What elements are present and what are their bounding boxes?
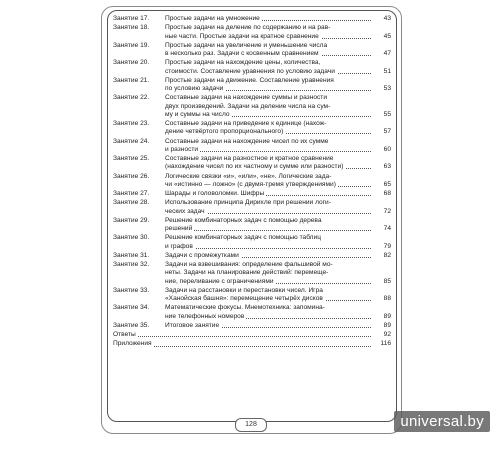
toc-lesson-label: Занятие 20. (113, 59, 150, 67)
toc-page-number: 79 (383, 242, 391, 250)
toc-title-line: стоимости. Составление уравнения по условию задачи (165, 67, 335, 75)
toc-lesson-label: Занятие 30. (113, 234, 150, 242)
dot-leader (165, 248, 371, 249)
toc-entry (113, 24, 393, 40)
toc-page-number: 85 (383, 277, 391, 285)
toc-title-line: Использование принципа Дирихле при решении логи- (165, 199, 331, 207)
toc-entry (113, 15, 393, 23)
toc-title-line: неты. Задачи на планирование действий: перемеще- (165, 269, 329, 277)
toc-lesson-label: Занятие 25. (113, 155, 150, 162)
toc-title-line: ческих задач (165, 207, 205, 215)
toc-title-line: Задачи с промежутками (165, 251, 239, 259)
toc-entry (113, 331, 393, 339)
toc-title-line: Ответы (113, 331, 136, 339)
toc-title-line: Логические связки «и», «или», «не». Логические зада- (165, 172, 332, 180)
toc-entry (113, 59, 393, 75)
toc-page-number: 55 (383, 110, 391, 118)
toc-title-line: ние телефонных номеров (165, 312, 245, 320)
toc-title-line: Решение комбинаторных задач с помощью таблиц (165, 234, 321, 242)
toc-title-line: двух произведений. Задачи на деление числа на сум- (165, 102, 331, 110)
toc-entry (113, 287, 393, 303)
dot-leader (165, 230, 371, 231)
toc-page-number: 82 (383, 251, 391, 259)
toc-title-line: Задачи на взвешивания: определение фальшивой мо- (165, 261, 333, 269)
toc-title-line: решений (165, 225, 193, 232)
toc-lesson-label: Занятие 34. (113, 304, 150, 312)
toc-entry (113, 217, 393, 233)
toc-page-number: 47 (383, 50, 391, 57)
toc-lesson-label: Занятие 33. (113, 286, 150, 294)
toc-lesson-label: Занятие 19. (113, 41, 150, 49)
toc-title-line: Составные задачи на приведение к единице (нахож- (165, 120, 327, 127)
toc-title-line: Приложения (113, 340, 152, 348)
toc-title-line: ние, переливание с ограничениями (165, 277, 274, 285)
toc-entry (113, 173, 393, 189)
toc-page-number: 63 (383, 163, 391, 171)
toc-lesson-label: Занятие 35. (113, 321, 150, 329)
toc-entry (113, 120, 393, 136)
toc-title-line: Составные задачи на нахождение суммы и разности (165, 94, 328, 102)
toc-entry (113, 252, 393, 260)
toc-page-number: 89 (383, 321, 391, 329)
toc-entry (113, 304, 393, 320)
toc-entry (113, 322, 393, 330)
toc-entry (113, 199, 393, 215)
toc-title-line: по условию задачи (165, 85, 224, 92)
toc-title-line: Простые задачи на деление по содержанию и на рав- (165, 24, 331, 32)
toc-entry (113, 94, 393, 119)
toc-entry (113, 234, 393, 250)
toc-title-line: в несколько раз. Задачи с косвенным сравнением (165, 50, 319, 57)
toc-title-line: ные части. Простые задачи на кратное сравнение (165, 32, 319, 40)
toc-title-line: Составные задачи на разностное и кратное сравнение (165, 155, 334, 162)
toc-title-line: Решение комбинаторных задач с помощью дерева (165, 216, 322, 224)
toc-title-line: Шарады и головоломки. Шифры (165, 190, 265, 197)
toc-lesson-label: Занятие 22. (113, 94, 150, 102)
toc-title-line: дение четвёртого пропорционального) (165, 128, 284, 136)
page-number: 128 (235, 418, 267, 432)
toc-entry (113, 138, 393, 154)
toc-lesson-label: Занятие 17. (113, 15, 150, 22)
toc-entry (113, 261, 393, 286)
toc-page-number: 65 (383, 180, 391, 188)
toc-title-line: и графов (165, 242, 193, 250)
toc-entry (113, 340, 393, 348)
toc-lesson-label: Занятие 31. (113, 251, 150, 259)
toc-page-number: 88 (383, 295, 391, 302)
table-of-contents (113, 15, 393, 350)
toc-title-line: Простые задачи на умножение (165, 15, 260, 22)
toc-entry (113, 42, 393, 58)
dot-leader (113, 336, 371, 337)
toc-title-line: му и суммы на число (165, 110, 230, 118)
toc-lesson-label: Занятие 21. (113, 76, 150, 84)
toc-title-line: Составные задачи на нахождение чисел по их сумме (165, 137, 329, 145)
toc-title-line: «Ханойская башня»: перемещение четырёх дисков (165, 295, 323, 302)
toc-page-number: 68 (383, 190, 391, 197)
toc-lesson-label: Занятие 32. (113, 261, 150, 269)
toc-entry (113, 77, 393, 93)
toc-page-number: 92 (383, 331, 391, 339)
toc-entry (113, 155, 393, 171)
toc-lesson-label: Занятие 18. (113, 24, 150, 32)
toc-title-line: чи «истинно — ложно» (с двумя-тремя утверждениями) (165, 180, 336, 188)
toc-page-number: 74 (383, 225, 391, 232)
toc-title-line: и разности (165, 145, 199, 153)
toc-page-number: 89 (383, 312, 391, 320)
toc-page-number: 72 (383, 207, 391, 215)
toc-page-number: 53 (383, 85, 391, 92)
toc-page-number: 43 (383, 15, 391, 22)
toc-title-line: Простые задачи на нахождение цены, количества, (165, 59, 321, 67)
toc-lesson-label: Занятие 27. (113, 190, 150, 197)
toc-page-number: 51 (383, 67, 391, 75)
toc-page-number: 116 (380, 340, 391, 348)
toc-page-number: 45 (383, 32, 391, 40)
toc-lesson-label: Занятие 29. (113, 216, 150, 224)
toc-title-line: (нахождение чисел по их частному и сумме или разности) (165, 163, 344, 171)
toc-page-number: 57 (383, 128, 391, 136)
toc-title-line: Итоговое занятие (165, 321, 220, 329)
toc-lesson-label: Занятие 23. (113, 120, 150, 127)
toc-entry (113, 190, 393, 198)
toc-lesson-label: Занятие 28. (113, 199, 150, 207)
toc-page-number: 60 (383, 145, 391, 153)
toc-lesson-label: Занятие 26. (113, 172, 150, 180)
toc-title-line: Задачи на расстановки и перестановки чисел. Игра (165, 286, 323, 294)
toc-lesson-label: Занятие 24. (113, 137, 150, 145)
toc-title-line: Простые задачи на движение. Составление уравнения (165, 76, 334, 84)
toc-title-line: Простые задачи на увеличение и уменьшение числа (165, 41, 328, 49)
watermark: universal.by (394, 411, 490, 432)
toc-title-line: Математические фокусы. Мнемотехника: запомина- (165, 304, 325, 312)
